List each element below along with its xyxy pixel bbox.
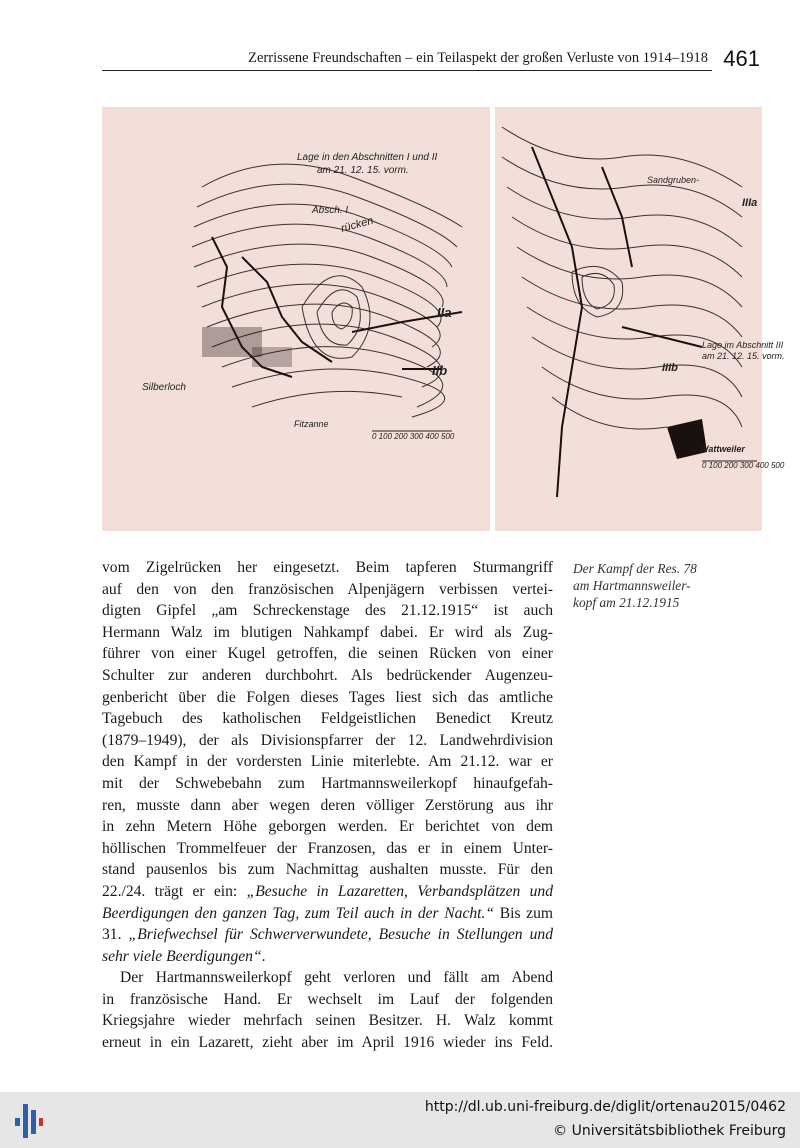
text-italic: Beerdigungen den ganzen Tag, zum Teil auch in der Nacht.“ bbox=[102, 904, 495, 922]
text-line bbox=[102, 881, 553, 903]
text-italic: sehr viele Beerdigungen“ bbox=[102, 947, 262, 965]
caption-line: Der Kampf der Res. 78 bbox=[573, 561, 697, 576]
caption-line: kopf am 21.12.1915 bbox=[573, 595, 680, 610]
left-map-fitzanne-label: Fitzanne bbox=[294, 419, 329, 429]
text-line: erneut in ein Lazarett, zieht aber im April 1916 wieder ins Feld. bbox=[102, 1034, 553, 1052]
left-map-contours bbox=[192, 164, 462, 417]
text-line: (1879–1949), der als Divisionspfarrer der 12. Landwehrdivision bbox=[102, 731, 553, 749]
text-line: Schulter zur anderen durchbohrt. Als bedrückender Augenzeu- bbox=[102, 666, 553, 684]
text-line bbox=[102, 903, 553, 925]
left-map-iia-label: IIa bbox=[437, 305, 452, 320]
left-map-abschnitt-label: Absch. I bbox=[312, 205, 349, 216]
right-map-iiia-label: IIIa bbox=[742, 197, 758, 209]
source-url-link[interactable]: http://dl.ub.uni-freiburg.de/diglit/ortenau2015/0462 bbox=[424, 1099, 786, 1115]
text-line bbox=[102, 946, 553, 968]
text-line: ren, musste dann aber wegen deren völliger Zerstörung aus ihr bbox=[102, 796, 553, 814]
running-head: Zerrissene Freundschaften – ein Teilaspekt der großen Verluste von 1914–1918 bbox=[248, 50, 708, 66]
right-map-wattweiler-label: Wattweiler bbox=[700, 444, 745, 454]
text-line: vom Zigelrücken her eingesetzt. Beim tapferen Sturmangriff bbox=[102, 559, 553, 576]
text-line: den Kampf in der vordersten Linie miterlebte. Am 21.12. war er bbox=[102, 753, 553, 771]
body-text bbox=[102, 557, 553, 1054]
text-line: auf den von den französischen Alpenjägern verbissen vertei- bbox=[102, 580, 553, 598]
footer-bar bbox=[0, 1092, 800, 1148]
right-map-title-line1: Lage im Abschnitt III bbox=[702, 340, 784, 350]
figure-caption bbox=[573, 560, 763, 611]
map-divider bbox=[490, 107, 495, 531]
library-logo-icon bbox=[14, 1100, 44, 1142]
text-line: höllischen Trommelfeuer der Franzosen, das er in einem Unter- bbox=[102, 839, 553, 857]
text-line: Kriegsjahre wieder mehrfach seinen Besitzer. H. Walz kommt bbox=[102, 1012, 553, 1030]
left-map-title-line2: am 21. 12. 15. vorm. bbox=[317, 165, 409, 176]
left-map-title-line1: Lage in den Abschnitten I und II bbox=[297, 152, 438, 163]
left-map-iib-label: IIb bbox=[432, 363, 448, 378]
right-map-title-line2: am 21. 12. 15. vorm. bbox=[702, 351, 785, 361]
text-line: stand pausenlos bis zum Nachmittag aushalten musste. Für den bbox=[102, 861, 553, 879]
text-line bbox=[102, 924, 553, 946]
page-number: 461 bbox=[723, 46, 760, 71]
text-line: digten Gipfel „am Schreckenstage des 21.12.1915“ ist auch bbox=[102, 602, 553, 620]
text-line: Hermann Walz im blutigen Nahkampf dabei. Er wird als Zug- bbox=[102, 623, 553, 641]
text-line: führer von einer Kugel getroffen, die seinen Rücken von einer bbox=[102, 645, 553, 663]
text-line: in französische Hand. Er wechselt im Lauf der folgenden bbox=[102, 990, 553, 1008]
text-line: mit der Schwebebahn zum Hartmannsweilerkopf hinaufgefah- bbox=[102, 774, 553, 792]
text-line: in zehn Metern Höhe geborgen werden. Er berichtet von dem bbox=[102, 818, 553, 836]
left-map-markings bbox=[202, 327, 292, 367]
left-map-silberloch-label: Silberloch bbox=[142, 382, 186, 393]
left-map-ruecken-label: rücken bbox=[339, 214, 375, 235]
map-figure bbox=[102, 107, 785, 531]
text-line: genbericht über die Folgen dieses Tages liest sich das amtliche bbox=[102, 688, 553, 706]
text-plain: 22./24. trägt er ein: bbox=[102, 882, 247, 900]
text-plain: 31. bbox=[102, 926, 129, 944]
right-map-scale: 0 100 200 300 400 500 bbox=[702, 461, 785, 470]
text-italic: „Briefwechsel für Schwerverwundete, Besuche in Stellungen und bbox=[128, 926, 554, 944]
header-rule bbox=[102, 70, 712, 71]
text-line: Tagebuch des katholischen Feldgeistlichen Benedict Kreutz bbox=[102, 710, 553, 728]
right-map-contours bbox=[502, 127, 742, 429]
caption-line: am Hartmannsweiler- bbox=[573, 578, 691, 593]
text-italic: „Besuche in Lazaretten, Verbandsplätzen und bbox=[246, 882, 553, 900]
text-plain: Bis zum bbox=[494, 904, 554, 922]
right-map-sandgruben-label: Sandgruben- bbox=[647, 175, 700, 185]
text-plain: . bbox=[261, 947, 266, 965]
page-header bbox=[102, 44, 762, 74]
copyright-notice: © Universitätsbibliothek Freiburg bbox=[553, 1123, 786, 1139]
right-map-iiib-label: IIIb bbox=[662, 362, 678, 374]
left-map-scale: 0 100 200 300 400 500 bbox=[372, 432, 455, 441]
text-line: Der Hartmannsweilerkopf geht verloren und fällt am Abend bbox=[120, 969, 553, 987]
map-illustration bbox=[102, 107, 785, 531]
